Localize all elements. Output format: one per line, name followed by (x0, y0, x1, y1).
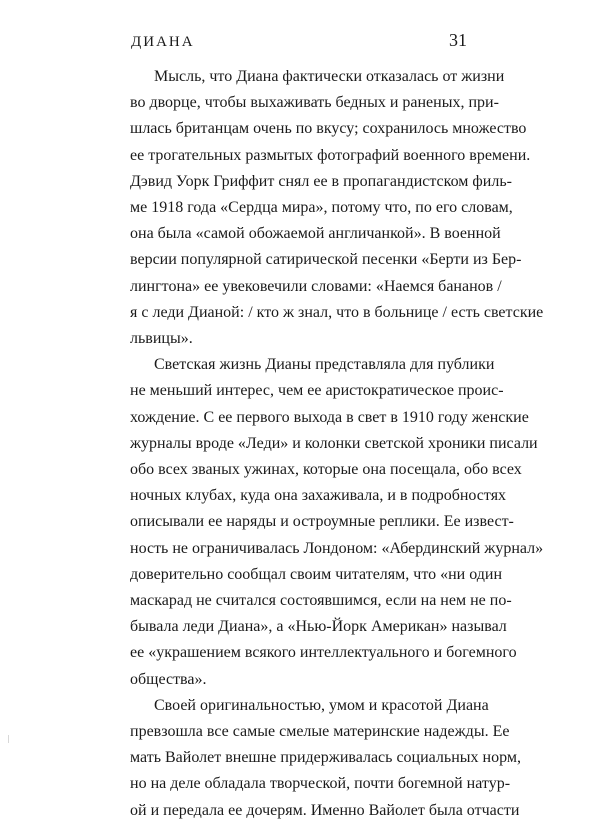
paragraph-line: ее трогательных размытых фотографий военного времени. (130, 146, 531, 164)
paragraph-line: бывала леди Диана», а «Нью-Йорк Американ» называл (130, 618, 507, 636)
paragraph-line: ме 1918 года «Сердца мира», потому что, по его словам, (130, 199, 513, 217)
paragraph-line: маскарад не считался состоявшимся, если на нем не по- (130, 592, 512, 610)
paragraph-line: ее «украшением всякого интеллектуального и богемного (130, 644, 517, 662)
paragraph-line: превзошла все самые смелые материнские надежды. Ее (130, 723, 510, 741)
paragraph-line: журналы вроде «Леди» и колонки светской хроники писали (130, 434, 538, 452)
paragraph-line: лингтона» ее увековечили словами: «Наемся бананов / (130, 277, 502, 295)
running-title: ДИАНА (131, 34, 195, 50)
page-number: 31 (449, 30, 467, 50)
paragraph-line: Светская жизнь Дианы представляла для публики (154, 356, 495, 374)
paragraph-line: обо всех званых ужинах, которые она посещала, обо всех (130, 461, 522, 479)
paragraph-line: мать Вайолет внешне придерживалась социальных норм, (130, 749, 521, 767)
paragraph-line: хождение. С ее первого выхода в свет в 1910 году женские (130, 408, 529, 426)
paragraph-line: ой и передала ее дочерям. Именно Вайолет была отчасти (130, 801, 520, 819)
paragraph-line: но на деле обладала творческой, почти богемной натур- (130, 775, 511, 793)
paragraph-line: львицы». (130, 330, 193, 348)
paragraph-line: ность не ограничивалась Лондоном: «Абердинский журнал» (130, 539, 544, 557)
paragraph-line: не меньший интерес, чем ее аристократическое проис- (130, 382, 504, 400)
paragraph-line: версии популярной сатирической песенки «Берти из Бер- (130, 251, 522, 269)
paragraph-line: Дэвид Уорк Гриффит снял ее в пропагандистском филь- (130, 172, 512, 190)
paragraph-line: во дворце, чтобы выхаживать бедных и раненых, при- (130, 94, 499, 112)
paragraph-line: общества». (130, 670, 207, 688)
paragraph-line: шлась британцам очень по вкусу; сохранилось множество (130, 120, 527, 138)
scan-artifact (8, 735, 9, 743)
paragraph-line: Мысль, что Диана фактически отказалась от жизни (154, 68, 505, 85)
paragraph-line: описывали ее наряды и остроумные реплики. Ее извест- (130, 513, 514, 531)
paragraph-line: ночных клубах, куда она захаживала, и в подробностях (130, 487, 507, 505)
paragraph-line: я с леди Дианой: / кто ж знал, что в больнице / есть светские (130, 303, 544, 321)
body-text (130, 64, 544, 824)
paragraph-line: она была «самой обожаемой англичанкой». В военной (130, 225, 501, 243)
paragraph-line: доверительно сообщал своим читателям, что «ни один (130, 565, 503, 583)
paragraph-line: Своей оригинальностью, умом и красотой Диана (154, 696, 489, 714)
